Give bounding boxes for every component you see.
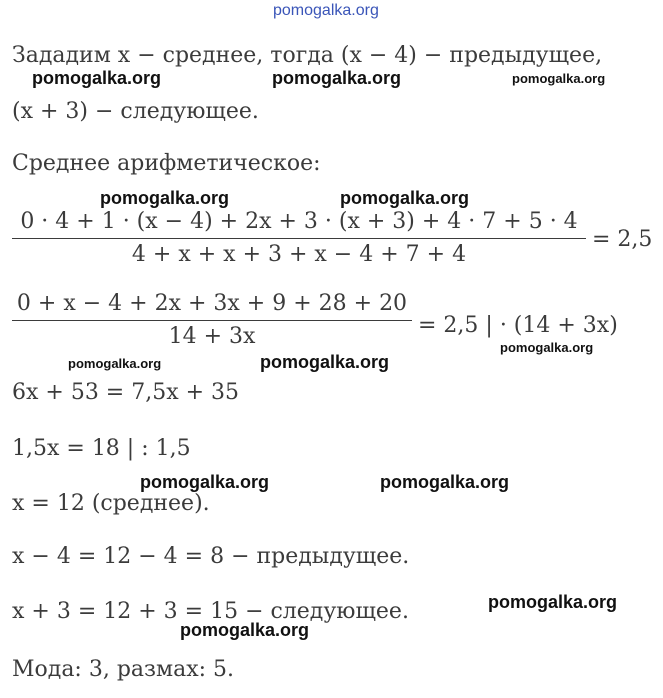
watermark: pomogalka.org xyxy=(500,340,594,355)
watermark: pomogalka.org xyxy=(260,352,390,372)
fraction-1-rhs: = 2,5 xyxy=(592,227,653,252)
watermark: pomogalka.org xyxy=(488,592,618,612)
watermark: pomogalka.org xyxy=(272,68,402,88)
fraction-1 xyxy=(12,208,586,269)
equation-3: x = 12 (среднее). xyxy=(12,491,210,516)
watermark: pomogalka.org xyxy=(68,356,162,371)
final-answer: Мода: 3, размах: 5. xyxy=(12,657,235,682)
equation-4: x − 4 = 12 − 4 = 8 − предыдущее. xyxy=(12,544,410,569)
watermark: pomogalka.org xyxy=(180,620,310,640)
watermark: pomogalka.org xyxy=(100,188,230,208)
fraction-1-numerator: 0 · 4 + 1 · (x − 4) + 2x + 3 · (x + 3) + 4 · 7 + 5 · 4 xyxy=(12,208,586,239)
mean-heading: Среднее арифметическое: xyxy=(12,151,321,176)
fraction-2-rhs: = 2,5 | · (14 + 3x) xyxy=(418,313,618,338)
watermark: pomogalka.org xyxy=(32,68,162,88)
watermark-top: pomogalka.org xyxy=(273,2,379,19)
intro-line-2: (x + 3) − следующее. xyxy=(12,99,259,124)
equation-5: x + 3 = 12 + 3 = 15 − следующее. xyxy=(12,599,409,624)
fraction-2-denominator: 14 + 3x xyxy=(168,324,256,349)
watermark: pomogalka.org xyxy=(512,71,606,86)
fraction-2-numerator: 0 + x − 4 + 2x + 3x + 9 + 28 + 20 xyxy=(12,290,412,321)
fraction-2 xyxy=(12,290,412,351)
watermark: pomogalka.org xyxy=(340,188,470,208)
equation-1: 6x + 53 = 7,5x + 35 xyxy=(12,380,240,405)
fraction-1-denominator: 4 + x + x + 3 + x − 4 + 7 + 4 xyxy=(131,242,467,267)
watermark: pomogalka.org xyxy=(140,472,270,492)
watermark: pomogalka.org xyxy=(380,472,510,492)
intro-line-1: Зададим x − среднее, тогда (x − 4) − предыдущее, xyxy=(12,43,603,68)
equation-2: 1,5x = 18 | : 1,5 xyxy=(12,436,191,461)
